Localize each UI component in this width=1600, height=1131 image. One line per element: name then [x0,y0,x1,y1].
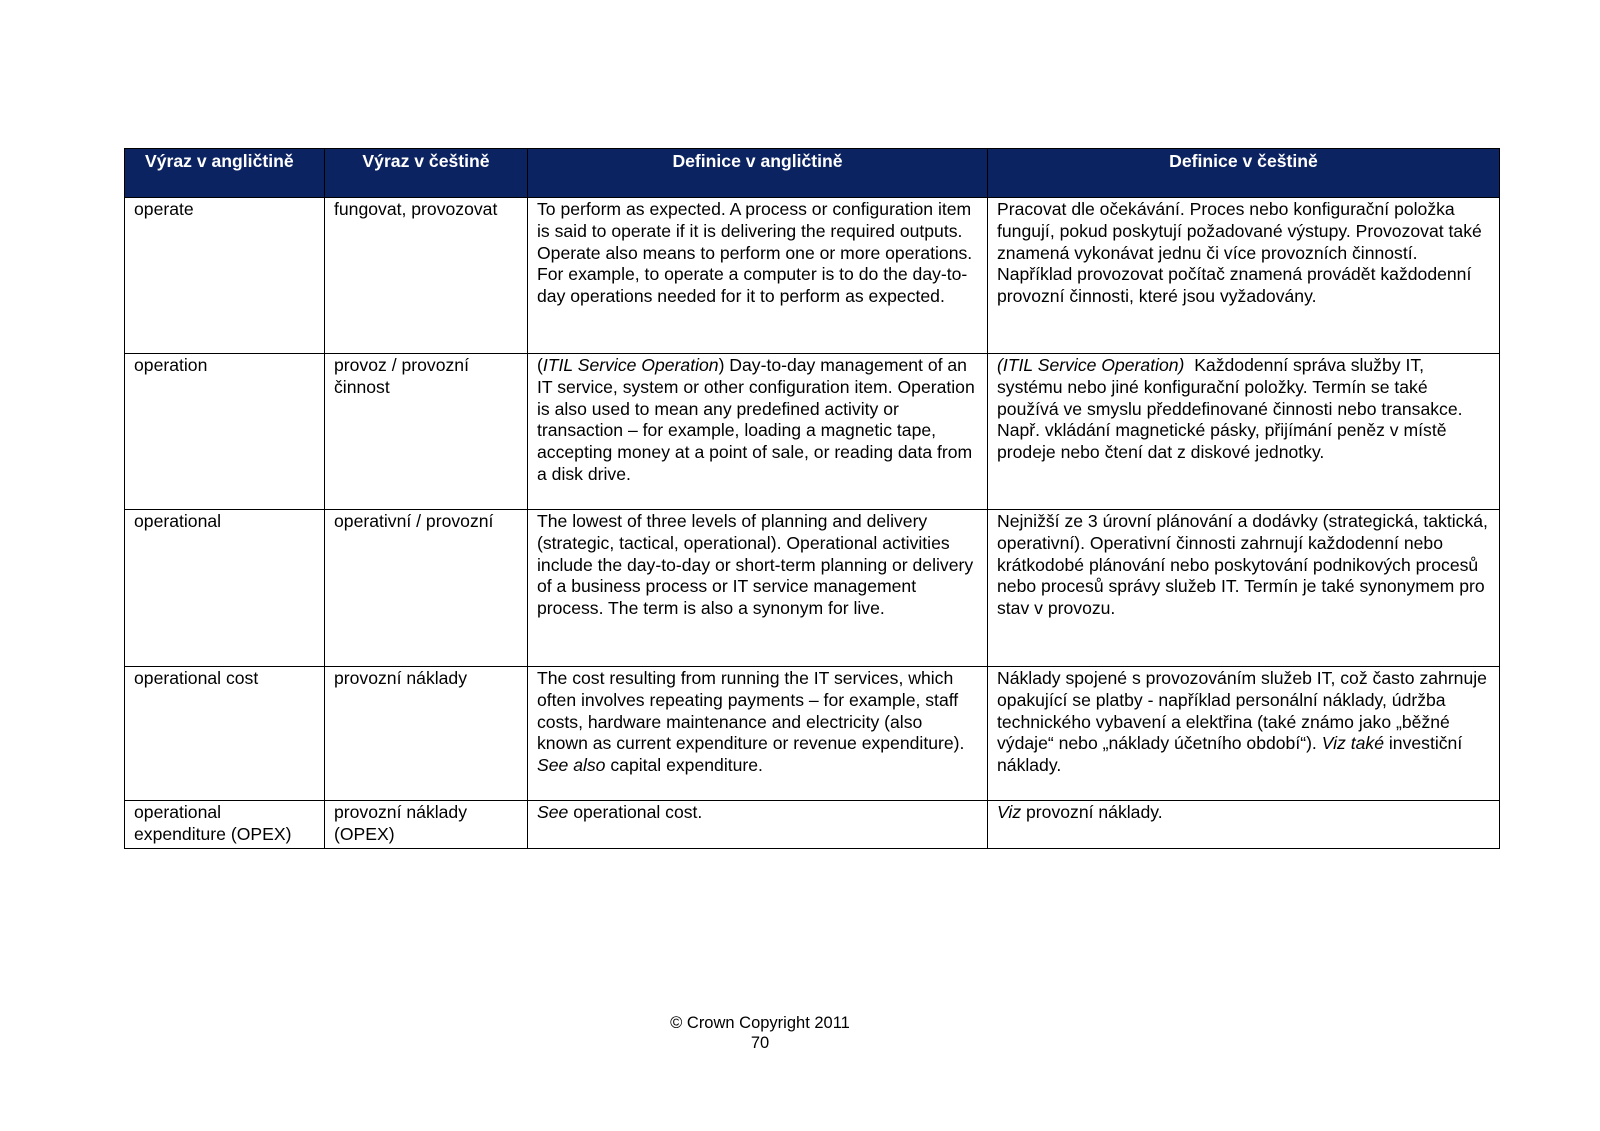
see-also-label: Viz také [1321,733,1384,754]
definition-en-cell [528,198,988,354]
definition-cs-cell [988,198,1500,354]
definition-text: Pracovat dle očekávání. Proces nebo konfigurační položka fungují, pokud poskytují požadované výstupy. Provozovat také znamená vykonávat jednu či více provozních činností. Například provozovat počítač znamená provádět každodenní provozní činnosti, které jsou vyžadovány. [997,199,1482,307]
table-row [125,667,1500,801]
term-cs-cell: provoz / provozní činnost [325,354,528,510]
definition-text: Náklady spojené s provozováním služeb IT, což často zahrnuje opakující se platby - například personální náklady, údržba technického vybavení a elektřina (také známo jako „běžné výdaje“ nebo „náklady účetního období“). [997,668,1487,754]
term-en-cell: operational expenditure (OPEX) [125,801,325,849]
table-row [125,354,1500,510]
definition-cs-cell [988,354,1500,510]
term-en-cell: operational cost [125,667,325,801]
table-row [125,510,1500,667]
term-en-cell: operation [125,354,325,510]
header-definition-en: Definice v angličtině [528,149,988,198]
copyright-notice: © Crown Copyright 2011 [670,1014,850,1032]
term-cs-cell: provozní náklady [325,667,528,801]
definition-cs-cell [988,510,1500,667]
header-term-en: Výraz v angličtině [125,149,325,198]
definition-text: Nejnižší ze 3 úrovní plánování a dodávky (strategická, taktická, operativní). Operativní činnosti zahrnují každodenní nebo krátkodobé plánování nebo poskytování podnikových procesů nebo procesů správy služeb IT. Termín je také synonymem pro stav v provozu. [997,511,1488,619]
term-en-cell: operational [125,510,325,667]
see-also-target: investiční náklady. [997,733,1463,776]
header-term-cs: Výraz v češtině [325,149,528,198]
see-target: provozní náklady. [1021,802,1163,822]
page-number: 70 [750,1034,770,1052]
table-row [125,198,1500,354]
definition-italic: ITIL Service Operation [542,355,719,375]
see-label: See [537,802,569,822]
table-row [125,801,1500,849]
definition-italic: (ITIL Service Operation) [997,355,1185,375]
definition-text: The lowest of three levels of planning and delivery (strategic, tactical, operational). Operational activities include the day-to-day or short-term planning or delivery of a business process or IT service management process. The term is also a synonym for live. [537,511,974,619]
term-cs-cell: provozní náklady (OPEX) [325,801,528,849]
term-en-cell: operate [125,198,325,354]
term-cs-cell: fungovat, provozovat [325,198,528,354]
page-footer [0,1013,1520,1053]
glossary-table [124,148,1500,849]
definition-cs-cell [988,801,1500,849]
header-definition-cs: Definice v češtině [988,149,1500,198]
see-label: Viz [997,802,1022,822]
definition-text: ) Day-to-day management of an IT service, system or other configuration item. Operation is also used to mean any predefined activity or transaction – for example, loading a magnetic tape, accepting money at a point of sale, or reading data from a disk drive. [537,355,975,484]
definition-text: To perform as expected. A process or configuration item is said to operate if it is delivering the required outputs. Operate also means to perform one or more operations. For example, to operate a computer is to do the day-to-day operations needed for it to perform as expected. [537,199,973,307]
definition-en-cell [528,667,988,801]
term-cs-cell: operativní / provozní [325,510,528,667]
see-also-target: capital expenditure. [605,755,763,776]
definition-cs-cell [988,667,1500,801]
definition-en-cell [528,801,988,849]
definition-en-cell [528,510,988,667]
header-row [125,149,1500,198]
definition-en-cell [528,354,988,510]
definition-text: The cost resulting from running the IT services, which often involves repeating payments – for example, staff costs, hardware maintenance and electricity (also known as current expenditure or revenue expenditure). [537,668,965,754]
see-also-label: See also [537,755,606,776]
see-target: operational cost. [568,802,703,822]
definition-prefix: ( [537,355,543,375]
definition-text: Každodenní správa služby IT, systému nebo jiné konfigurační položky. Termín se také používá ve smyslu předdefinované činnosti nebo transakce. Např. vkládání magnetické pásky, přijímání peněz v místě prodeje nebo čtení dat z diskové jednotky. [997,355,1468,463]
